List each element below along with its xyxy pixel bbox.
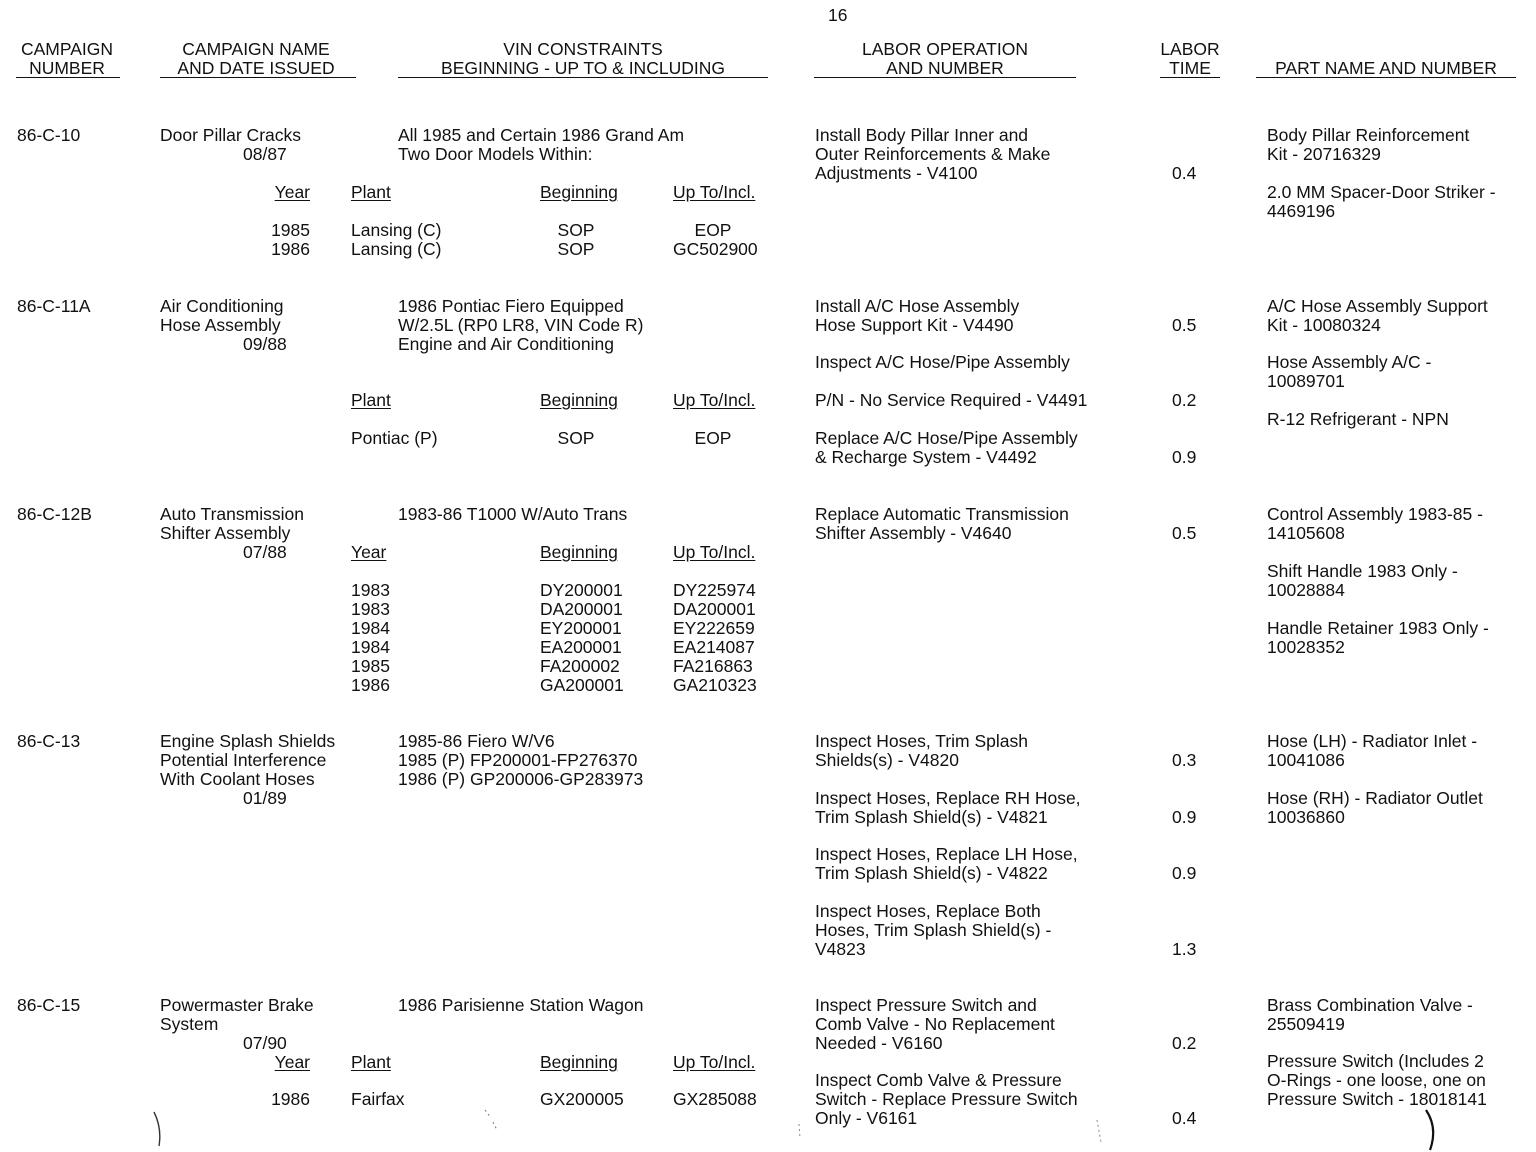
vin-header-year: Year	[274, 1052, 310, 1072]
part-line: Hose (LH) - Radiator Inlet -	[1267, 731, 1478, 751]
part-line: Shift Handle 1983 Only -	[1267, 561, 1458, 581]
header-underline	[814, 77, 1076, 78]
vin-year: 1985	[351, 656, 390, 676]
vin-header-beginning: Beginning	[540, 1052, 618, 1072]
part-line: Handle Retainer 1983 Only -	[1267, 618, 1489, 638]
page-number: 16	[828, 5, 848, 25]
vin-desc-line: 1985 (P) FP200001-FP276370	[398, 750, 638, 770]
vin-desc-line: Two Door Models Within:	[398, 144, 593, 164]
labor-op-line: V4823	[815, 939, 866, 959]
part-line: Hose (RH) - Radiator Outlet	[1267, 788, 1483, 808]
campaign-number: 86-C-15	[17, 995, 81, 1015]
vin-year: 1985	[271, 220, 310, 240]
scan-artifact-mark	[1093, 1118, 1107, 1146]
vin-header-beginning: Beginning	[540, 182, 618, 202]
header-underline	[1256, 77, 1516, 78]
header-underline	[398, 77, 768, 78]
labor-time: 0.3	[1172, 750, 1197, 770]
part-line: Brass Combination Valve -	[1267, 995, 1473, 1015]
vin-upto: FA216863	[673, 656, 753, 676]
vin-beginning: SOP	[557, 428, 595, 448]
part-line: O-Rings - one loose, one on	[1267, 1070, 1486, 1090]
labor-op-line: Comb Valve - No Replacement	[815, 1014, 1055, 1034]
vin-year: 1983	[351, 580, 390, 600]
vin-header-plant: Plant	[351, 182, 391, 202]
campaign-name-line: Powermaster Brake	[160, 995, 314, 1015]
vin-header-upto: Up To/Incl.	[673, 1052, 756, 1072]
campaign-name-line: Auto Transmission	[160, 504, 304, 524]
header-underline	[160, 77, 356, 78]
vin-header-plant: Plant	[351, 390, 391, 410]
part-line: Kit - 10080324	[1267, 315, 1381, 335]
part-line: Pressure Switch - 18018141	[1267, 1089, 1487, 1109]
vin-beginning: SOP	[557, 220, 595, 240]
campaign-date: 09/88	[243, 334, 287, 354]
vin-desc-line: 1986 (P) GP200006-GP283973	[398, 769, 644, 789]
vin-beginning: DA200001	[540, 599, 623, 619]
campaign-name-line: Air Conditioning	[160, 296, 284, 316]
labor-op-line: Inspect Hoses, Trim Splash	[815, 731, 1028, 751]
labor-op-line: Inspect Hoses, Replace Both	[815, 901, 1041, 921]
campaign-number: 86-C-13	[17, 731, 81, 751]
vin-upto: EOP	[694, 428, 732, 448]
vin-desc-line: 1986 Pontiac Fiero Equipped	[398, 296, 624, 316]
header-line-1: CAMPAIGN NAME	[182, 39, 330, 59]
labor-op-line: Outer Reinforcements & Make	[815, 144, 1051, 164]
labor-time: 1.3	[1172, 939, 1197, 959]
labor-time: 0.9	[1172, 863, 1197, 883]
vin-upto: EA214087	[673, 637, 755, 657]
campaign-number: 86-C-10	[17, 125, 81, 145]
labor-op-line: Trim Splash Shield(s) - V4822	[815, 863, 1048, 883]
vin-beginning: EY200001	[540, 618, 622, 638]
vin-upto: EY222659	[673, 618, 755, 638]
labor-op-line: Hoses, Trim Splash Shield(s) -	[815, 920, 1052, 940]
part-line: A/C Hose Assembly Support	[1267, 296, 1488, 316]
vin-beginning: SOP	[557, 239, 595, 259]
campaign-name-line: With Coolant Hoses	[160, 769, 315, 789]
part-line: 10036860	[1267, 807, 1345, 827]
part-line: 10028884	[1267, 580, 1345, 600]
header-line-2: NUMBER	[29, 58, 105, 78]
labor-time: 0.5	[1172, 315, 1197, 335]
vin-plant: Lansing (C)	[351, 220, 442, 240]
labor-time: 0.9	[1172, 807, 1197, 827]
vin-header-upto: Up To/Incl.	[673, 542, 756, 562]
vin-plant: Lansing (C)	[351, 239, 442, 259]
vin-header-year: Year	[274, 182, 310, 202]
scan-artifact-mark	[1420, 1108, 1444, 1152]
labor-op-line: Trim Splash Shield(s) - V4821	[815, 807, 1048, 827]
vin-header-beginning: Beginning	[540, 390, 618, 410]
labor-op-line: Switch - Replace Pressure Switch	[815, 1089, 1078, 1109]
header-line-2: AND NUMBER	[886, 58, 1004, 78]
labor-op-line: Inspect A/C Hose/Pipe Assembly	[815, 352, 1070, 372]
labor-op-line: P/N - No Service Required - V4491	[815, 390, 1088, 410]
header-line-2: BEGINNING - UP TO & INCLUDING	[441, 58, 725, 78]
campaign-name-line: System	[160, 1014, 219, 1034]
labor-time: 0.5	[1172, 523, 1197, 543]
campaign-name-line: Engine Splash Shields	[160, 731, 336, 751]
header-underline	[1160, 77, 1220, 78]
labor-op-line: Inspect Pressure Switch and	[815, 995, 1037, 1015]
header-labor-operation	[814, 40, 1076, 78]
vin-upto: GC502900	[673, 239, 758, 259]
labor-time: 0.2	[1172, 390, 1197, 410]
labor-op-line: Replace Automatic Transmission	[815, 504, 1069, 524]
labor-op-line: Install Body Pillar Inner and	[815, 125, 1029, 145]
vin-upto: GX285088	[673, 1089, 757, 1109]
labor-op-line: Needed - V6160	[815, 1033, 943, 1053]
vin-desc-line: 1985-86 Fiero W/V6	[398, 731, 555, 751]
campaign-date: 07/90	[243, 1033, 287, 1053]
vin-year: 1986	[271, 1089, 310, 1109]
vin-plant: Fairfax	[351, 1089, 405, 1109]
vin-year: 1983	[351, 599, 390, 619]
labor-time: 0.4	[1172, 163, 1197, 183]
scan-artifact-mark	[150, 1110, 170, 1150]
labor-time: 0.9	[1172, 447, 1197, 467]
campaign-number: 86-C-11A	[17, 296, 91, 316]
campaign-date: 01/89	[243, 788, 287, 808]
vin-beginning: GA200001	[540, 675, 624, 695]
part-line: 10028352	[1267, 637, 1345, 657]
campaign-date: 08/87	[243, 144, 287, 164]
scan-artifact-mark	[482, 1108, 502, 1138]
vin-plant: Pontiac (P)	[351, 428, 438, 448]
header-line-1: LABOR	[1160, 39, 1220, 59]
part-line: Hose Assembly A/C -	[1267, 352, 1432, 372]
campaign-name-line: Potential Interference	[160, 750, 327, 770]
vin-header-upto: Up To/Incl.	[673, 182, 756, 202]
campaign-name-line: Shifter Assembly	[160, 523, 291, 543]
part-line: 14105608	[1267, 523, 1345, 543]
vin-desc-line: All 1985 and Certain 1986 Grand Am	[398, 125, 685, 145]
vin-desc-line: W/2.5L (RP0 LR8, VIN Code R)	[398, 315, 644, 335]
part-line: Pressure Switch (Includes 2	[1267, 1051, 1484, 1071]
labor-op-line: Replace A/C Hose/Pipe Assembly	[815, 428, 1078, 448]
vin-beginning: FA200002	[540, 656, 620, 676]
header-line-2: TIME	[1169, 58, 1211, 78]
labor-time: 0.4	[1172, 1108, 1197, 1128]
header-campaign-name	[156, 40, 356, 78]
labor-op-line: Only - V6161	[815, 1108, 918, 1128]
header-underline	[16, 77, 120, 78]
vin-beginning: EA200001	[540, 637, 622, 657]
part-line: Body Pillar Reinforcement	[1267, 125, 1470, 145]
vin-desc-line: Engine and Air Conditioning	[398, 334, 614, 354]
header-line-1: VIN CONSTRAINTS	[503, 39, 663, 59]
part-line: 2.0 MM Spacer-Door Striker -	[1267, 182, 1496, 202]
campaign-name-line: Door Pillar Cracks	[160, 125, 301, 145]
vin-upto: EOP	[694, 220, 732, 240]
vin-year: 1984	[351, 618, 390, 638]
vin-upto: GA210323	[673, 675, 757, 695]
header-vin-constraints	[398, 40, 768, 78]
vin-header-upto: Up To/Incl.	[673, 390, 756, 410]
labor-op-line: Inspect Hoses, Replace RH Hose,	[815, 788, 1081, 808]
vin-upto: DA200001	[673, 599, 756, 619]
labor-op-line: Shifter Assembly - V4640	[815, 523, 1012, 543]
labor-op-line: Hose Support Kit - V4490	[815, 315, 1014, 335]
header-labor-time	[1152, 40, 1228, 78]
header-line-2: AND DATE ISSUED	[177, 58, 335, 78]
part-line: 4469196	[1267, 201, 1336, 221]
vin-year: 1984	[351, 637, 390, 657]
labor-op-line: Adjustments - V4100	[815, 163, 978, 183]
part-line: Kit - 20716329	[1267, 144, 1381, 164]
header-line-1: LABOR OPERATION	[862, 39, 1028, 59]
labor-op-line: Shields(s) - V4820	[815, 750, 959, 770]
part-line: 25509419	[1267, 1014, 1345, 1034]
part-line: 10041086	[1267, 750, 1345, 770]
header-campaign-number	[8, 40, 126, 78]
labor-time: 0.2	[1172, 1033, 1197, 1053]
campaign-name-line: Hose Assembly	[160, 315, 281, 335]
vin-year: 1986	[351, 675, 390, 695]
vin-beginning: DY200001	[540, 580, 623, 600]
vin-upto: DY225974	[673, 580, 756, 600]
scan-artifact-mark	[795, 1122, 805, 1142]
vin-header-year: Year	[351, 542, 387, 562]
header-line: PART NAME AND NUMBER	[1275, 58, 1497, 78]
header-part-name	[1256, 59, 1516, 78]
vin-desc-line: 1986 Parisienne Station Wagon	[398, 995, 644, 1015]
vin-header-beginning: Beginning	[540, 542, 618, 562]
part-line: R-12 Refrigerant - NPN	[1267, 409, 1449, 429]
vin-header-plant: Plant	[351, 1052, 391, 1072]
labor-op-line: Install A/C Hose Assembly	[815, 296, 1020, 316]
header-line-1: CAMPAIGN	[20, 39, 114, 59]
labor-op-line: Inspect Comb Valve & Pressure	[815, 1070, 1062, 1090]
campaign-number: 86-C-12B	[17, 504, 92, 524]
labor-op-line: Inspect Hoses, Replace LH Hose,	[815, 844, 1078, 864]
vin-year: 1986	[271, 239, 310, 259]
part-line: Control Assembly 1983-85 -	[1267, 504, 1483, 524]
labor-op-line: & Recharge System - V4492	[815, 447, 1037, 467]
vin-desc-line: 1983-86 T1000 W/Auto Trans	[398, 504, 628, 524]
part-line: 10089701	[1267, 371, 1345, 391]
campaign-date: 07/88	[243, 542, 287, 562]
vin-beginning: GX200005	[540, 1089, 624, 1109]
